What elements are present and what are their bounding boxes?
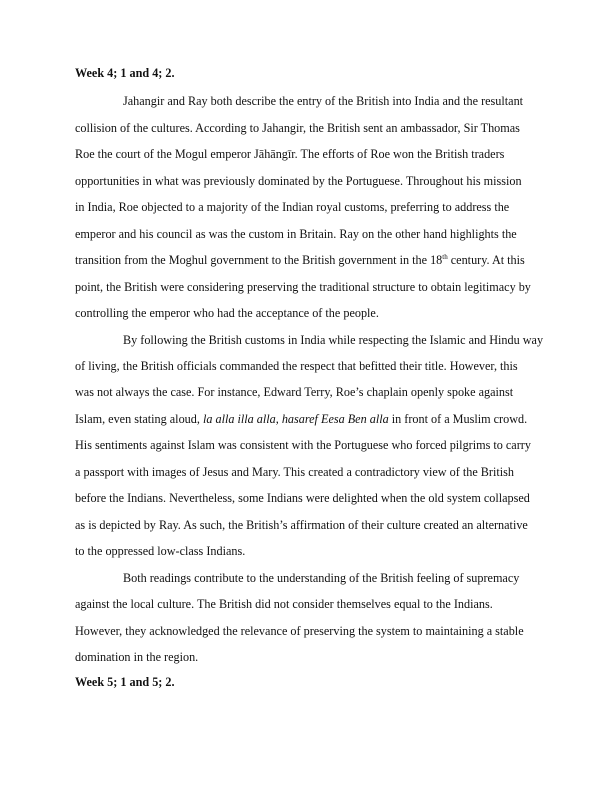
p2-line: a passport with images of Jesus and Mary. This created a contradictory view of the British	[75, 465, 514, 479]
p2-line: of living, the British officials commanded the respect that befitted their title. However, this	[75, 359, 518, 373]
p1-line: emperor and his council as was the custom in Britain. Ray on the other hand highlights the	[75, 227, 517, 241]
p2-line: His sentiments against Islam was consistent with the Portuguese who forced pilgrims to carry	[75, 438, 531, 452]
p2-line: was not always the case. For instance, Edward Terry, Roe’s chaplain openly spoke against	[75, 385, 514, 399]
superscript-ordinal: th	[442, 253, 448, 261]
p2-line-text: Islam, even stating aloud,	[75, 412, 203, 426]
p1-line: in India, Roe objected to a majority of the Indian royal customs, preferring to address the	[75, 200, 510, 214]
p1-line-text: transition from the Moghul government to the British government in the 18	[75, 253, 443, 267]
p1-line: point, the British were considering preserving the traditional structure to obtain legitimacy by	[75, 280, 531, 294]
p2-line: before the Indians. Nevertheless, some Indians were delighted when the old system collapsed	[75, 491, 530, 505]
section-heading-week5: Week 5; 1 and 5; 2.	[75, 675, 175, 689]
p1-line: opportunities in what was previously dominated by the Portuguese. Throughout his mission	[75, 174, 522, 188]
section-heading-week4: Week 4; 1 and 4; 2.	[75, 66, 175, 80]
p2-line-text: in front of a Muslim crowd.	[388, 412, 528, 426]
p3-line: However, they acknowledged the relevance of preserving the system to maintaining a stable	[75, 624, 524, 638]
p2-line: By following the British customs in India while respecting the Islamic and Hindu way	[123, 333, 544, 347]
p2-line: as is depicted by Ray. As such, the British’s affirmation of their culture created an alternative	[75, 518, 528, 532]
p1-line: Roe the court of the Mogul emperor Jāhāngīr. The efforts of Roe won the British traders	[75, 147, 505, 161]
p3-line: domination in the region.	[75, 650, 199, 664]
p3-line: Both readings contribute to the understanding of the British feeling of supremacy	[123, 571, 520, 585]
p1-line: controlling the emperor who had the acceptance of the people.	[75, 306, 379, 320]
p3-line: against the local culture. The British did not consider themselves equal to the Indians.	[75, 597, 493, 611]
p1-line-text: century. At this	[447, 253, 525, 267]
p1-line	[75, 253, 525, 267]
p1-line: collision of the cultures. According to Jahangir, the British sent an ambassador, Sir Thomas	[75, 121, 520, 135]
p2-line: to the oppressed low-class Indians.	[75, 544, 246, 558]
italic-quote: la alla illa alla, hasaref Eesa Ben alla	[202, 412, 389, 426]
p2-line	[75, 412, 527, 426]
p1-line: Jahangir and Ray both describe the entry of the British into India and the resultant	[123, 94, 524, 108]
